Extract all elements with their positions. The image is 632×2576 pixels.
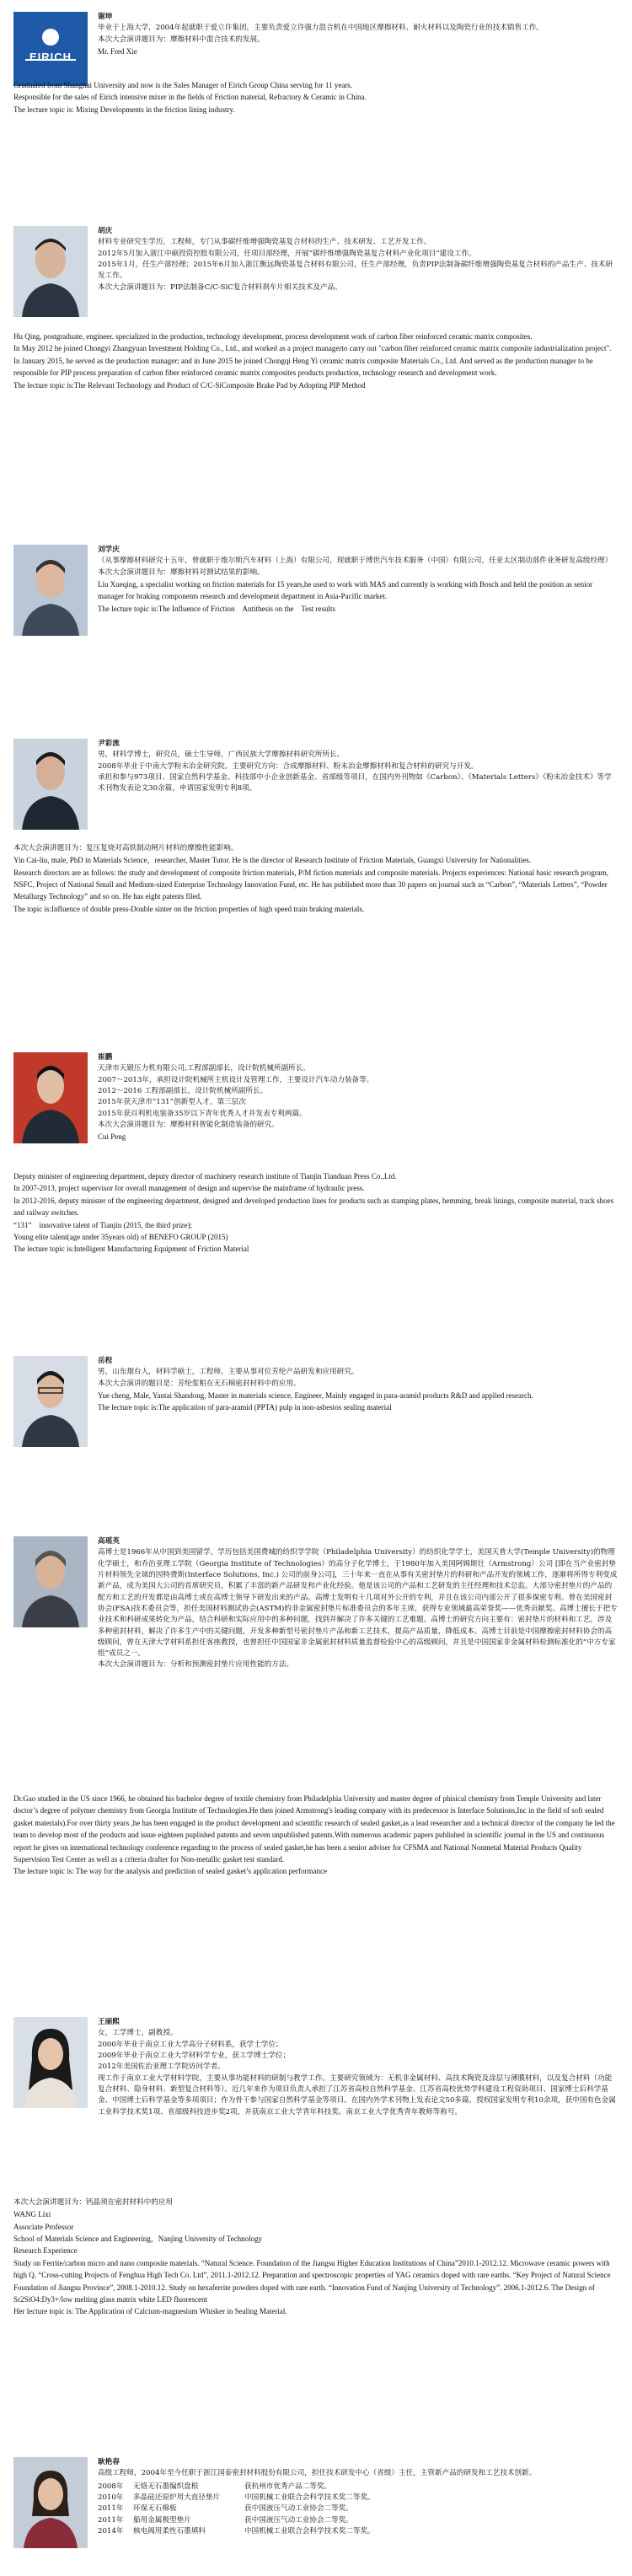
topic-cn: 本次大会演讲题目为：PIP法制备C/C-SiC复合材料刹车片相关技术及产品。: [98, 282, 342, 292]
bio-en: In 2007-2013, project supervisor for overall management of design and supervise the mainframe of hydraulic press.: [13, 1184, 365, 1193]
award-item: 2010年 多晶硅还原炉用大直径垫片 中国机械工业联合会科学技术奖二等奖。: [98, 2493, 375, 2502]
topic-cn: 本次大会演讲题目为：复压复烧对高铁制动闸片材料的摩擦性能影响。: [13, 844, 238, 852]
speaker-photo: [13, 1356, 88, 1447]
topic-en: The lecture topic is: Mixing Developments in the friction lining industry.: [13, 105, 235, 114]
bio-cn: 毕业于上海大学，2004年起就职于爱立许集团，主要负责爱立许强力混合机在中国地区摩擦材料、耐火材料以及陶瓷行业的技术销售工作。: [98, 24, 544, 33]
speaker-name-cn: 谢坤: [98, 13, 113, 21]
section-heading: Research Experience: [13, 2246, 78, 2256]
bio-cn: 2015年获百利机电装备35岁以下青年优秀人才并发表专利两篇。: [98, 1109, 307, 1118]
person-icon: [13, 1356, 88, 1447]
award-item: 2014年 核电阀用柔性石墨填料 中国机械工业联合会科学技术奖二等奖。: [98, 2526, 375, 2536]
bio-en: In 2012-2016, deputy minister of the engineering department, designed and developed production lines for products such as stamping plates, hemming, break linings, composite material, track shoes and railway switches.: [13, 1196, 614, 1218]
bio-cn: （从事摩擦材料研究十五年，曾就职于维尔斯汽车材料（上海）有限公司，现就职于博世汽车技术服务（中国）有限公司，任亚太区制动部件业务研发高级经理）: [98, 557, 613, 566]
bio-cn: 2012年5月加入浙江中硕投资控股有限公司，任项目部经理，开展“碳纤维增强陶瓷基复合材料产业化项目”建设工作。: [98, 249, 476, 258]
topic-cn: 本次大会演讲题目为：摩擦材料对测试结果的影响。: [98, 567, 265, 577]
topic-en: The lecture topic is: The way for the analysis and prediction of sealed gasket’s application performance: [13, 1867, 327, 1876]
speaker-name-cn: 耿艳春: [98, 2458, 120, 2466]
bio-en: “131” innovative talent of Tianjin (2015, the third prize);: [13, 1220, 192, 1229]
bio-cn: 承担和参与973项目、国家自然科学基金、科技部中小企业创新基金、省部级等项目，在国内外刊物如《Carbon》、《Materials Letters》《粉末冶金技术》等学术刊物发表论文30余篇，申请国家发明专利8项。: [98, 772, 612, 793]
bio-en: Liu Xueqing, a specialist working on friction materials for 15 years,he used to work with MAS and currently is working with Bosch and held the position as senior manager for braking components research and development department in Asia-Pacific market.: [98, 579, 593, 601]
speaker-name-cn: 高瑶英: [98, 1537, 120, 1546]
bio-en: Graduated from Shanghai University and now is the Sales Manager of Eirich Group China serving for 11 years.: [13, 81, 353, 89]
award-item: 2008年 无铬无石墨编织盘根 获杭州市优秀产品二等奖。: [98, 2482, 332, 2491]
bio-cn: 男，材料学博士，研究员，硕士生导师，广西民族大学摩擦材料研究所所长。: [98, 750, 345, 760]
topic-cn: 本次大会演讲题目为：摩擦材料中混合技术的发展。: [98, 35, 265, 44]
person-icon: [13, 1052, 88, 1143]
speaker-name-cn: 崔鹏: [98, 1053, 113, 1062]
person-icon: [13, 2017, 88, 2108]
bio-cn: 2015年获天津市“131”创新型人才，第三层次: [98, 1098, 246, 1107]
speaker-photo: [13, 739, 88, 830]
bio-cn: 男，山东烟台人，材料学硕士，工程师，主要从事对位芳纶产品研发和应用研究。: [98, 1368, 359, 1377]
affiliation-en: School of Materials Science and Engineering，Nanjing University of Technology: [13, 2235, 263, 2244]
person-icon: [13, 2457, 88, 2548]
topic-cn: 本次大会演讲的题目是：芳纶浆粕在无石棉密封材料中的应用。: [98, 1379, 301, 1388]
person-icon: [13, 739, 88, 830]
bio-en: Hu Qing, postgraduate, engineer. specialized in the production, technology development, process development work of carbon fiber reinforced ceramic matrix composites.: [13, 332, 533, 341]
speaker-name-cn: 王丽熙: [98, 2018, 120, 2026]
speaker-photo: [13, 226, 88, 317]
topic-en: Her lecture topic is: The Application of Calcium-magnesium Whisker in Sealing Material.: [13, 2307, 287, 2316]
topic-cn: 本次大会演讲题目为：钙晶须在密封材料中的应用: [13, 2198, 174, 2207]
awards-list: [98, 2482, 619, 2538]
bio-cn: 高博士是1966年从中国到美国留学，学历包括美国费城的纺织学学院（Philadelphia University）的纺织化学学士，美国天普大学(Temple University)的物理化学硕士，和乔治亚理工学院（Georgia Institute of Technologies）的高分子化学博士，于1980年加入美国阿姆斯壮（Armstrong）公司 [即在当产业密封垫片材料领先全球的因特费斯(Interface Solutions, Inc.) 公司的前身公司]，三十年来一直在从事有关密封垫片的科研和产品开发的领域工作，逐渐将所得专利变成新产品，成为美国大公司的首席研究员，积累了丰富的新产品研发和产业化经验。他是该公司的产品和工艺研发的主任经理和技术总监。大部分密封垫片的产品的配方和工艺的开发都是由高博士或在高博士领导下研发出来的产品。高博士发明有十几项对外公开的专利，并且在该公司内部公开了很多保密专利。曾在美国密封协会(FSA)技术委员会等，担任美国材料测试协会(ASTM)的非金属密封垫片标准委员会的多年主席，获得专业领域最高荣誉奖——优秀贡献奖。高博士擅长于把专业技术和科研成果转化为产品，结合科研和实际应用中的多种问题，找到并解决了许多关键的工艺难题。高博士的研究方向主要有：密封垫片的材料和工艺，涉及多种密封材料，解决了许多生产中的关键问题，开发多种新型号密封垫片产品和新工艺技术，提高产品质量，降低成本。高博士目前是中国摩擦密封材料协会的高级顾问，曾在天津大学材料系担任客座教授，也曾担任中国国家非金属密封材料质量监督检验中心的高级顾问，并且是中国国家非金属材料检测标准化的“中方专家组”成员之一。: [98, 1548, 618, 1659]
award-item: 2011年 船用金属极型垫片 获中国液压气动工业协会二等奖。: [98, 2515, 353, 2525]
speaker-name-cn: 尹彩流: [98, 739, 120, 748]
topic-en: The lecture topic is:The application of para-aramid (PPTA) pulp in non-asbestos sealing material: [98, 1403, 392, 1412]
bio-en: Deputy minister of engineering department, deputy director of machinery research institute of Tianjin Tianduan Press Co.,Ltd.: [13, 1172, 397, 1180]
bio-cn: 2012～2016 工程部副部长，设计院机械所副所长。: [98, 1086, 268, 1095]
speaker-photo: [13, 545, 88, 636]
eirich-logo-text: EIRICH: [29, 51, 72, 63]
speaker-name-cn: 岳程: [98, 1357, 113, 1365]
person-icon: [13, 226, 88, 317]
bio-cn: 2009年毕业于南京工业大学材料学专业，获工学博士学位；: [98, 2051, 291, 2060]
bio-cn: 天津市天锻压力机有限公司,工程部副部长，设计院机械所副所长。: [98, 1064, 310, 1073]
bio-cn: 2000年毕业于南京工业大学高分子材料系，获学士学位；: [98, 2040, 283, 2049]
bio-cn: 材料专业研究生学历，工程师，专门从事碳纤维增强陶瓷基复合材料的生产、技术研发、工艺开发工作。: [98, 238, 431, 247]
speaker-photo: [13, 1052, 88, 1143]
topic-en: The lecture topic is:Intelligent Manufacturing Equipment of Friction Material: [13, 1245, 249, 1254]
topic-en: The lecture topic is:The Influence of Friction Antithesis on the Test results: [98, 604, 336, 613]
bio-en: Study on Ferrite/carbon micro and nano composite materials. “Natural Science. Foundation of the Jiangsu Higher Education Institutions of China”2010.1-2012.12. Microwave ceramic powers with high Q. “Cross-cutting Projects of Fenghua High Tech Co. Ltd”, 2011.1-2012.12. Preparation and spectroscopic properties of YAG ceramics doped with rare earths. “Key Project of Natural Science Foundation of Jiangsu Province”, 2008.1-2010.12. Study on hexaferrite powders doped with rare earth. “Innovation Fund of Nanjing University of Technology”. 2006.1-2012.6. The Design of Sr2SiO4:Dy3+/low melting glass matrix white LED fluorescent: [13, 2258, 611, 2304]
bio-cn: 高级工程师，2004年至今任职于浙江国泰密封材料股份有限公司，担任技术研发中心（省级）主任，主管新产品的研发和工艺技术创新。: [98, 2469, 537, 2478]
speaker-name-cn: 刘学庆: [98, 546, 120, 554]
bio-cn: 2015年1月，任生产部经理；2015年6月加入浙江衡远陶瓷基复合材料有限公司，任生产部经理，负责PIP法制备碳纤维增强陶瓷基复合材料的产品生产、技术研发工作。: [98, 260, 613, 281]
bio-cn: 2012年美国佐治亚理工学院访问学者。: [98, 2062, 225, 2072]
bio-cn: 2008年毕业于中南大学粉末冶金研究院。主要研究方向：合成摩擦材料、粉末冶金摩擦材料和复合材料的研究与开发。: [98, 761, 479, 771]
speaker-photo: [13, 2017, 88, 2108]
bio-cn: 2007～2013年，承担设计院机械所主机设计及管理工作，主要设计汽车动力装备等。: [98, 1075, 374, 1084]
bio-en: In May 2012 he joined Chongyi Zhangyuan Investment Holding Co., Ltd., and worked as a project managerto carry out "carbon fiber reinforced ceramic matrix composite industrialization project". In January 2015, he served as the production manager; and in June 2015 he joined Chongqi Heng Yi ceramic matrix composite Materials Co., Ltd. And served as the production manager to be responsible for PIP process preparation of carbon fiber reinforced ceramic matrix composites products production, technology research and development work.: [13, 344, 612, 378]
person-icon: [13, 545, 88, 636]
topic-en: The topic is:Influence of double press-Double sinter on the friction properties of high speed train braking materials.: [13, 904, 365, 913]
bio-en: Young elite talent(age under 35years old) of BENEFO GROUP (2015): [13, 1232, 228, 1241]
title-en: Associate Professor: [13, 2222, 74, 2231]
speaker-photo: [13, 2457, 88, 2548]
topic-cn: 本次大会演讲题目为：分析和预测密封垫片应用性能的方法。: [98, 1660, 294, 1670]
bio-en: Responsible for the sales of Eirich intensive mixer in the fields of Friction material, Refractory & Ceramic in China.: [13, 93, 367, 102]
bio-en: Research directors are as follows: the study and development of composite friction materials, P/M fiction materials and composite materials. Projects experiences: National basic research program, NSFC, Project of National Small and Medium-sized Enterprise Technology Innovation Fund, etc. He has published more than 30 papers on journal such as “Carbon”, “Materials Letters”, “Powder Metallurgy Technology” and so on. He has eight patents filed.: [13, 868, 609, 901]
topic-en: The lecture topic is:The Relevant Technology and Product of C/C-SiComposite Brake Pad by Adopting PIP Method: [13, 380, 366, 390]
bio-en: Dr.Gao studied in the US since 1966, he obtained his bachelor degree of textile chemistry from Philadelphia University and master degree of phisical chemistry from Temple University and later doctor’s degree of polymer chemistry from Georgia Institute of Technologies.He then joined Armstrong's leading company with its predecessor is Interface Solutions,Inc in the field of soft sealed gasket materials).For over thirty years ,he has been engaged in the product development and scientific research of sealed gasket,as a lead researcher and a technical director of the company he led the team to develop most of the products and issue eighteen puplished patents and seven unpublished patents.With numerous academic papers published in scientific journal in the US and continuous report he gives on international technology conference regarding to the process of sealed gasket,he has been a senior adviser for CFSMA and National Nonmetal Material Products Quality Supervision Test Center as well as a criteria drafter for Non-metallic gasket test standard.: [13, 1794, 615, 1863]
topic-cn: 本次大会演讲题目为：摩擦材料智能化制造装备的研究。: [98, 1120, 279, 1129]
person-icon: [13, 1536, 88, 1627]
speaker-name-en: WANG Lixi: [13, 2210, 51, 2219]
bio-en: Yue cheng, Male, Yantai Shandong, Master in materials science, Engineer, Mainly engaged in para-aramid products R&D and applied research.: [98, 1390, 533, 1400]
speaker-name-en: Cui Peng: [98, 1132, 126, 1142]
bio-en: Yin Cai-liu, male, PhD in Materials Science，researcher, Master Tutor. He is the director of Research Institute of Friction Materials, Guangxi University for Nationalities.: [13, 856, 531, 865]
bio-cn: 现工作于南京工业大学材料学院，主要从事功能材料的研制与教学工作。主要研究领域为：无机非金属材料、高技术陶瓷及涂层与薄膜材料，以及复合材料（功能复合材料、隐身材料、新型复合材料等）。近几年来作为项目负责人承担了江苏省高校自然科学基金、江苏省高校优势学科建设工程资助项目、国家博士后科学基金、中国博士后科学基金等多项项目；作为骨干参与国家自然科学基金等项目。在国内外学术刊物上发表论文50多篇，授权国家发明专利10余项，获中国有色金属工业科学技术奖1项、省部级科技进步奖2项，并获南京工业大学青年科技奖、南京工业大学优秀青年教师等称号。: [98, 2073, 616, 2116]
speaker-name-cn: 胡庆: [98, 227, 113, 235]
award-item: 2011年 环保无石棉板 获中国液压气动工业协会二等奖。: [98, 2504, 353, 2514]
speaker-name-en: Mr. Fred Xie: [98, 46, 137, 56]
bio-cn: 女，工学博士，副教授。: [98, 2029, 178, 2038]
speaker-photo: [13, 1536, 88, 1627]
eirich-logo: [13, 12, 88, 86]
